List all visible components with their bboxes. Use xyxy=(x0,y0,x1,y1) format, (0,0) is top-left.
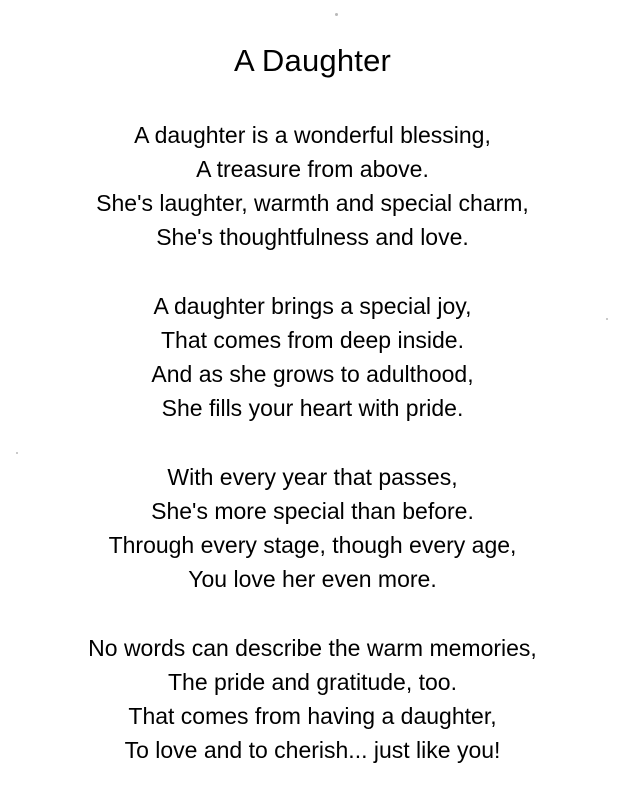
poem-stanza xyxy=(0,289,625,425)
scan-artifact-speck xyxy=(606,318,608,320)
poem-line: A treasure from above. xyxy=(196,156,429,183)
poem-stanza xyxy=(0,118,625,254)
poem-line: You love her even more. xyxy=(188,566,437,593)
poem-line: A daughter is a wonderful blessing, xyxy=(134,122,491,149)
poem-line: With every year that passes, xyxy=(167,464,458,491)
poem-line: She's laughter, warmth and special charm, xyxy=(96,190,529,217)
poem-line: She's more special than before. xyxy=(151,498,474,525)
page-title: A Daughter xyxy=(233,43,392,78)
poem-line: A daughter brings a special joy, xyxy=(153,293,472,320)
scan-artifact-speck xyxy=(16,452,18,454)
poem-line: That comes from having a daughter, xyxy=(128,703,497,730)
poem-line: She's thoughtfulness and love. xyxy=(156,224,469,251)
poem-body xyxy=(0,118,625,767)
poem-line: She fills your heart with pride. xyxy=(161,395,464,422)
poem-line: That comes from deep inside. xyxy=(161,327,464,354)
scan-artifact-speck xyxy=(335,13,338,16)
poem-line: No words can describe the warm memories, xyxy=(88,635,537,662)
poem-line: And as she grows to adulthood, xyxy=(151,361,474,388)
poem-line: The pride and gratitude, too. xyxy=(168,669,457,696)
poem-stanza xyxy=(0,631,625,767)
poem-line: Through every stage, though every age, xyxy=(108,532,517,559)
poem-line: To love and to cherish... just like you! xyxy=(124,737,501,764)
poem-stanza xyxy=(0,460,625,596)
